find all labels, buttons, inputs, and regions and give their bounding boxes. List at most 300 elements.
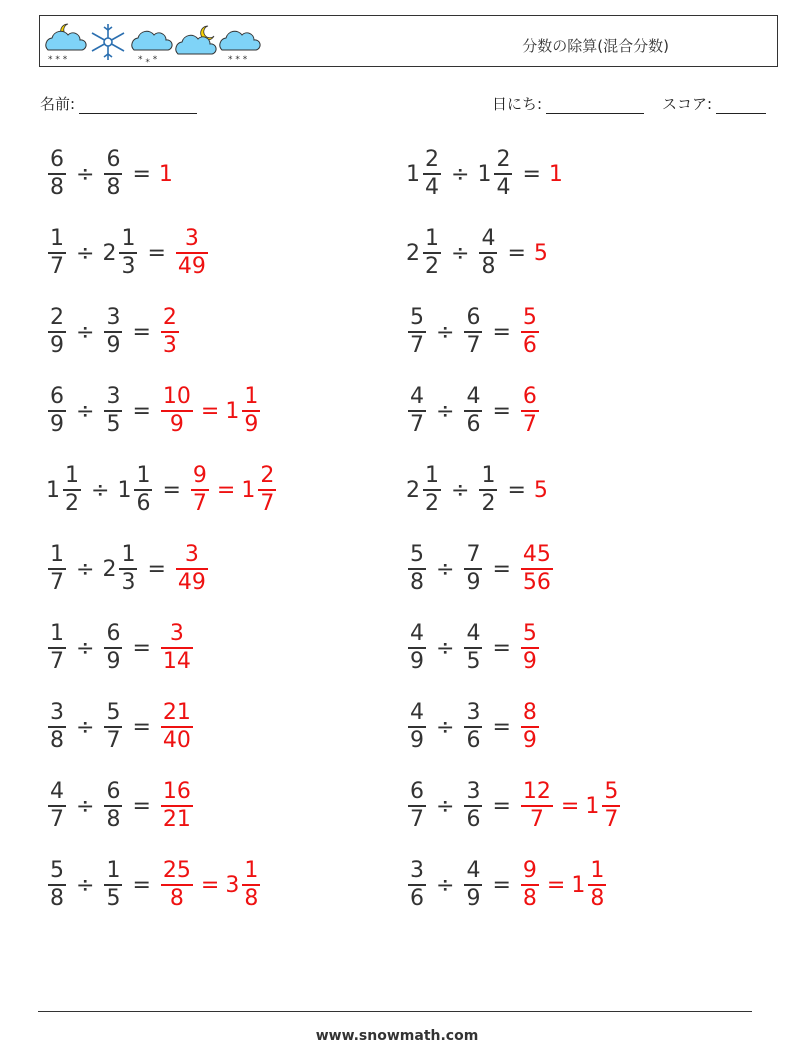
mixed-number: [519, 544, 555, 594]
fraction: [48, 228, 66, 278]
equals-sign: =: [560, 793, 580, 819]
answer: [159, 702, 195, 752]
fraction: [48, 386, 66, 436]
denominator: 7: [466, 332, 481, 358]
denominator: 7: [50, 648, 64, 674]
divide-sign: ÷: [436, 398, 455, 424]
whole-part: 1: [585, 793, 600, 819]
denominator: 3: [162, 332, 177, 358]
problem-item: [406, 379, 541, 443]
mixed-number: [585, 781, 622, 831]
denominator: 8: [50, 174, 64, 200]
denominator: 7: [604, 806, 619, 832]
divide-sign: ÷: [436, 556, 455, 582]
denominator: 6: [466, 727, 481, 753]
fraction: [494, 149, 512, 199]
equals-sign: =: [132, 872, 151, 898]
denominator: 6: [410, 885, 424, 911]
answer: [519, 623, 541, 673]
score-label: スコア:: [662, 95, 713, 113]
mixed-number: [102, 386, 124, 436]
numerator: 1: [50, 542, 64, 568]
answer: [159, 781, 195, 831]
snowflake-icon: [92, 24, 124, 60]
problem-item: [46, 853, 262, 917]
numerator: 1: [121, 226, 136, 252]
mixed-number: [174, 228, 210, 278]
mixed-number: [406, 781, 428, 831]
numerator: 1: [244, 858, 259, 884]
fraction: [408, 860, 426, 910]
fraction: [191, 465, 209, 515]
denominator: 2: [65, 490, 79, 516]
mixed-number: [159, 623, 195, 673]
numerator: 1: [50, 226, 64, 252]
whole-part: 1: [477, 161, 492, 187]
denominator: 9: [522, 648, 537, 674]
equals-sign: =: [147, 556, 166, 582]
answer: [519, 781, 622, 831]
footer-divider: [38, 1011, 752, 1012]
fraction: [161, 386, 193, 436]
cloud-moon-icon: [176, 26, 216, 54]
numerator: 8: [522, 700, 537, 726]
score-blank[interactable]: [716, 97, 766, 114]
mixed-number: [102, 623, 124, 673]
date-label: 日にち:: [492, 95, 543, 113]
answer: [159, 386, 262, 436]
numerator: 1: [481, 463, 496, 489]
mixed-number: [462, 623, 484, 673]
numerator: 4: [466, 858, 481, 884]
numerator: 6: [522, 384, 537, 410]
fraction: [423, 465, 441, 515]
answer: [159, 623, 195, 673]
problem-item: [46, 774, 195, 838]
equals-sign: =: [546, 872, 566, 898]
answer: [159, 860, 262, 910]
numerator: 6: [106, 779, 121, 805]
denominator: 40: [162, 727, 191, 753]
problem-item: [406, 853, 608, 917]
fraction: [408, 544, 426, 594]
denominator: 9: [244, 411, 259, 437]
weather-icons: [42, 18, 272, 64]
fraction: [521, 702, 539, 752]
mixed-number: [46, 702, 68, 752]
answer: [549, 162, 563, 187]
numerator: 6: [466, 305, 481, 331]
fraction: [464, 781, 482, 831]
denominator: 3: [121, 253, 136, 279]
numerator: 3: [106, 384, 121, 410]
fraction: [48, 307, 66, 357]
divide-sign: ÷: [76, 398, 95, 424]
fraction: [104, 386, 122, 436]
numerator: 3: [184, 226, 199, 252]
numerator: 6: [106, 621, 121, 647]
numerator: 2: [50, 305, 64, 331]
answer-value: 5: [533, 240, 548, 266]
fraction: [464, 860, 482, 910]
denominator: 9: [169, 411, 184, 437]
problem-item: [406, 458, 548, 522]
equals-sign: =: [492, 398, 511, 424]
numerator: 5: [106, 700, 121, 726]
numerator: 45: [522, 542, 551, 568]
mixed-number: [46, 149, 68, 199]
mixed-number: [102, 544, 139, 594]
numerator: 25: [162, 858, 191, 884]
fraction: [48, 781, 66, 831]
equals-sign: =: [492, 319, 511, 345]
numerator: 3: [184, 542, 199, 568]
fraction: [119, 228, 137, 278]
divide-sign: ÷: [91, 477, 110, 503]
numerator: 1: [106, 858, 121, 884]
divide-sign: ÷: [451, 161, 470, 187]
equals-sign: =: [147, 240, 166, 266]
denominator: 7: [410, 411, 424, 437]
equals-sign: =: [492, 635, 511, 661]
numerator: 5: [604, 779, 619, 805]
date-field: [492, 93, 644, 114]
fraction: [161, 623, 193, 673]
numerator: 7: [466, 542, 481, 568]
fraction: [63, 465, 81, 515]
problem-item: [46, 616, 195, 680]
fraction: [464, 544, 482, 594]
cloud-rain-icon: [132, 31, 172, 64]
denominator: 8: [106, 806, 121, 832]
date-blank[interactable]: [546, 97, 644, 114]
denominator: 4: [496, 174, 511, 200]
denominator: 8: [169, 885, 184, 911]
denominator: 5: [106, 885, 121, 911]
mixed-number: [571, 860, 608, 910]
cloud-snow-icon: [220, 31, 260, 64]
numerator: 1: [425, 463, 439, 489]
mixed-number: [46, 465, 83, 515]
divide-sign: ÷: [76, 872, 95, 898]
answer: [519, 307, 541, 357]
denominator: 7: [50, 253, 64, 279]
denominator: 9: [50, 411, 64, 437]
denominator: 9: [410, 727, 424, 753]
footer-url: www.snowmath.com: [315, 1028, 479, 1044]
mixed-number: [102, 781, 124, 831]
denominator: 9: [50, 332, 64, 358]
mixed-number: [241, 465, 278, 515]
answer: [159, 162, 173, 187]
answer-value: 1: [548, 161, 563, 187]
fraction: [161, 307, 179, 357]
problem-item: [406, 300, 541, 364]
answer: [519, 386, 541, 436]
equals-sign: =: [507, 477, 526, 503]
whole-part: 2: [406, 240, 420, 266]
problem-item: [46, 458, 278, 522]
fraction: [423, 228, 441, 278]
fraction: [521, 781, 553, 831]
problem-item: [46, 695, 195, 759]
numerator: 3: [466, 779, 481, 805]
divide-sign: ÷: [436, 793, 455, 819]
worksheet-header: [39, 15, 778, 67]
answer: [519, 702, 541, 752]
svg-text:* * *: * * *: [48, 55, 68, 64]
numerator: 4: [50, 779, 64, 805]
numerator: 4: [410, 700, 424, 726]
fraction: [104, 702, 122, 752]
fraction: [464, 702, 482, 752]
fraction: [161, 781, 193, 831]
numerator: 10: [162, 384, 191, 410]
name-blank[interactable]: [79, 97, 197, 114]
mixed-number: [406, 860, 428, 910]
numerator: 1: [136, 463, 151, 489]
fraction: [521, 307, 539, 357]
whole-part: 3: [225, 872, 240, 898]
denominator: 49: [177, 253, 206, 279]
denominator: 8: [106, 174, 121, 200]
numerator: 1: [121, 542, 136, 568]
numerator: 2: [496, 147, 511, 173]
equals-sign: =: [492, 556, 511, 582]
numerator: 4: [466, 384, 481, 410]
mixed-number: [406, 623, 428, 673]
numerator: 9: [192, 463, 207, 489]
whole-part: 1: [117, 477, 132, 503]
problem-item: [406, 695, 541, 759]
whole-part: 1: [225, 398, 240, 424]
numerator: 21: [162, 700, 191, 726]
problem-item: [406, 537, 555, 601]
mixed-number: [225, 860, 262, 910]
answer: [534, 478, 548, 503]
divide-sign: ÷: [76, 556, 95, 582]
fraction: [479, 228, 497, 278]
numerator: 4: [410, 621, 424, 647]
denominator: 2: [481, 490, 496, 516]
fraction: [588, 860, 606, 910]
denominator: 2: [425, 253, 439, 279]
denominator: 9: [106, 332, 121, 358]
problem-item: [406, 616, 541, 680]
fraction: [602, 781, 620, 831]
divide-sign: ÷: [76, 240, 95, 266]
mixed-number: [406, 386, 428, 436]
denominator: 9: [466, 885, 481, 911]
mixed-number: [519, 307, 541, 357]
denominator: 9: [522, 727, 537, 753]
equals-sign: =: [132, 398, 151, 424]
fraction: [104, 781, 122, 831]
answer-value: 5: [533, 477, 548, 503]
name-label: 名前:: [40, 95, 76, 113]
mixed-number: [225, 386, 262, 436]
divide-sign: ÷: [436, 872, 455, 898]
numerator: 6: [410, 779, 424, 805]
mixed-number: [462, 702, 484, 752]
divide-sign: ÷: [76, 714, 95, 740]
fraction: [521, 623, 539, 673]
denominator: 4: [425, 174, 439, 200]
divide-sign: ÷: [76, 161, 95, 187]
equals-sign: =: [522, 161, 541, 187]
denominator: 5: [466, 648, 481, 674]
mixed-number: [159, 860, 195, 910]
denominator: 7: [260, 490, 275, 516]
fraction: [134, 465, 152, 515]
mixed-number: [406, 307, 428, 357]
denominator: 7: [50, 806, 64, 832]
numerator: 12: [522, 779, 551, 805]
denominator: 7: [50, 569, 64, 595]
problem-item: [406, 142, 563, 206]
equals-sign: =: [132, 319, 151, 345]
equals-sign: =: [507, 240, 526, 266]
answer: [519, 860, 608, 910]
numerator: 3: [50, 700, 64, 726]
fraction: [408, 781, 426, 831]
equals-sign: =: [132, 161, 151, 187]
divide-sign: ÷: [451, 240, 470, 266]
whole-part: 1: [46, 477, 60, 503]
answer: [534, 241, 548, 266]
mixed-number: [406, 702, 428, 752]
mixed-number: [159, 307, 181, 357]
mixed-number: [519, 860, 541, 910]
whole-part: 2: [102, 556, 117, 582]
denominator: 21: [162, 806, 191, 832]
mixed-number: [46, 386, 68, 436]
denominator: 7: [410, 332, 424, 358]
equals-sign: =: [132, 793, 151, 819]
mixed-number: [102, 702, 124, 752]
denominator: 7: [410, 806, 424, 832]
problem-item: [46, 142, 173, 206]
mixed-number: [477, 465, 499, 515]
numerator: 6: [50, 147, 64, 173]
denominator: 7: [106, 727, 121, 753]
denominator: 7: [522, 411, 537, 437]
fraction: [464, 386, 482, 436]
numerator: 6: [50, 384, 64, 410]
fraction: [176, 544, 208, 594]
answer: [174, 544, 210, 594]
divide-sign: ÷: [436, 635, 455, 661]
mixed-number: [462, 860, 484, 910]
mixed-number: [159, 781, 195, 831]
svg-text:* * *: * * *: [228, 55, 248, 64]
denominator: 8: [410, 569, 424, 595]
mixed-number: [189, 465, 211, 515]
denominator: 7: [192, 490, 207, 516]
numerator: 1: [50, 621, 64, 647]
fraction: [242, 860, 260, 910]
fraction: [104, 149, 122, 199]
numerator: 16: [162, 779, 191, 805]
denominator: 8: [244, 885, 259, 911]
fraction: [408, 623, 426, 673]
mixed-number: [462, 307, 484, 357]
divide-sign: ÷: [76, 319, 95, 345]
mixed-number: [406, 149, 443, 199]
fraction: [48, 149, 66, 199]
fraction: [161, 860, 193, 910]
denominator: 56: [522, 569, 551, 595]
numerator: 1: [590, 858, 605, 884]
mixed-number: [46, 781, 68, 831]
numerator: 4: [466, 621, 481, 647]
fraction: [408, 307, 426, 357]
fraction: [408, 702, 426, 752]
mixed-number: [462, 544, 484, 594]
numerator: 5: [522, 621, 537, 647]
mixed-number: [46, 544, 68, 594]
answer-value: 1: [158, 161, 173, 187]
denominator: 49: [177, 569, 206, 595]
mixed-number: [117, 465, 154, 515]
denominator: 2: [425, 490, 439, 516]
numerator: 1: [65, 463, 79, 489]
equals-sign: =: [216, 477, 236, 503]
mixed-number: [519, 386, 541, 436]
mixed-number: [46, 623, 68, 673]
whole-part: 1: [571, 872, 586, 898]
numerator: 5: [410, 542, 424, 568]
numerator: 4: [481, 226, 496, 252]
denominator: 3: [121, 569, 136, 595]
mixed-number: [406, 228, 443, 278]
fraction: [423, 149, 441, 199]
fraction: [48, 702, 66, 752]
mixed-number: [462, 781, 484, 831]
equals-sign: =: [200, 398, 220, 424]
numerator: 3: [169, 621, 184, 647]
fraction: [464, 623, 482, 673]
answer: [159, 307, 181, 357]
numerator: 2: [260, 463, 275, 489]
fraction: [48, 544, 66, 594]
numerator: 1: [425, 226, 439, 252]
numerator: 3: [106, 305, 121, 331]
denominator: 6: [466, 411, 481, 437]
mixed-number: [477, 149, 514, 199]
mixed-number: [46, 307, 68, 357]
mixed-number: [519, 702, 541, 752]
divide-sign: ÷: [76, 793, 95, 819]
problem-item: [46, 300, 181, 364]
fraction: [48, 623, 66, 673]
name-field: [40, 93, 197, 114]
denominator: 6: [136, 490, 151, 516]
denominator: 5: [106, 411, 121, 437]
mixed-number: [406, 544, 428, 594]
equals-sign: =: [492, 793, 511, 819]
numerator: 2: [425, 147, 439, 173]
fraction: [104, 623, 122, 673]
fraction: [521, 386, 539, 436]
denominator: 8: [522, 885, 537, 911]
problem-item: [406, 774, 622, 838]
mixed-number: [159, 702, 195, 752]
fraction: [408, 386, 426, 436]
fraction: [48, 860, 66, 910]
numerator: 4: [410, 384, 424, 410]
mixed-number: [174, 544, 210, 594]
